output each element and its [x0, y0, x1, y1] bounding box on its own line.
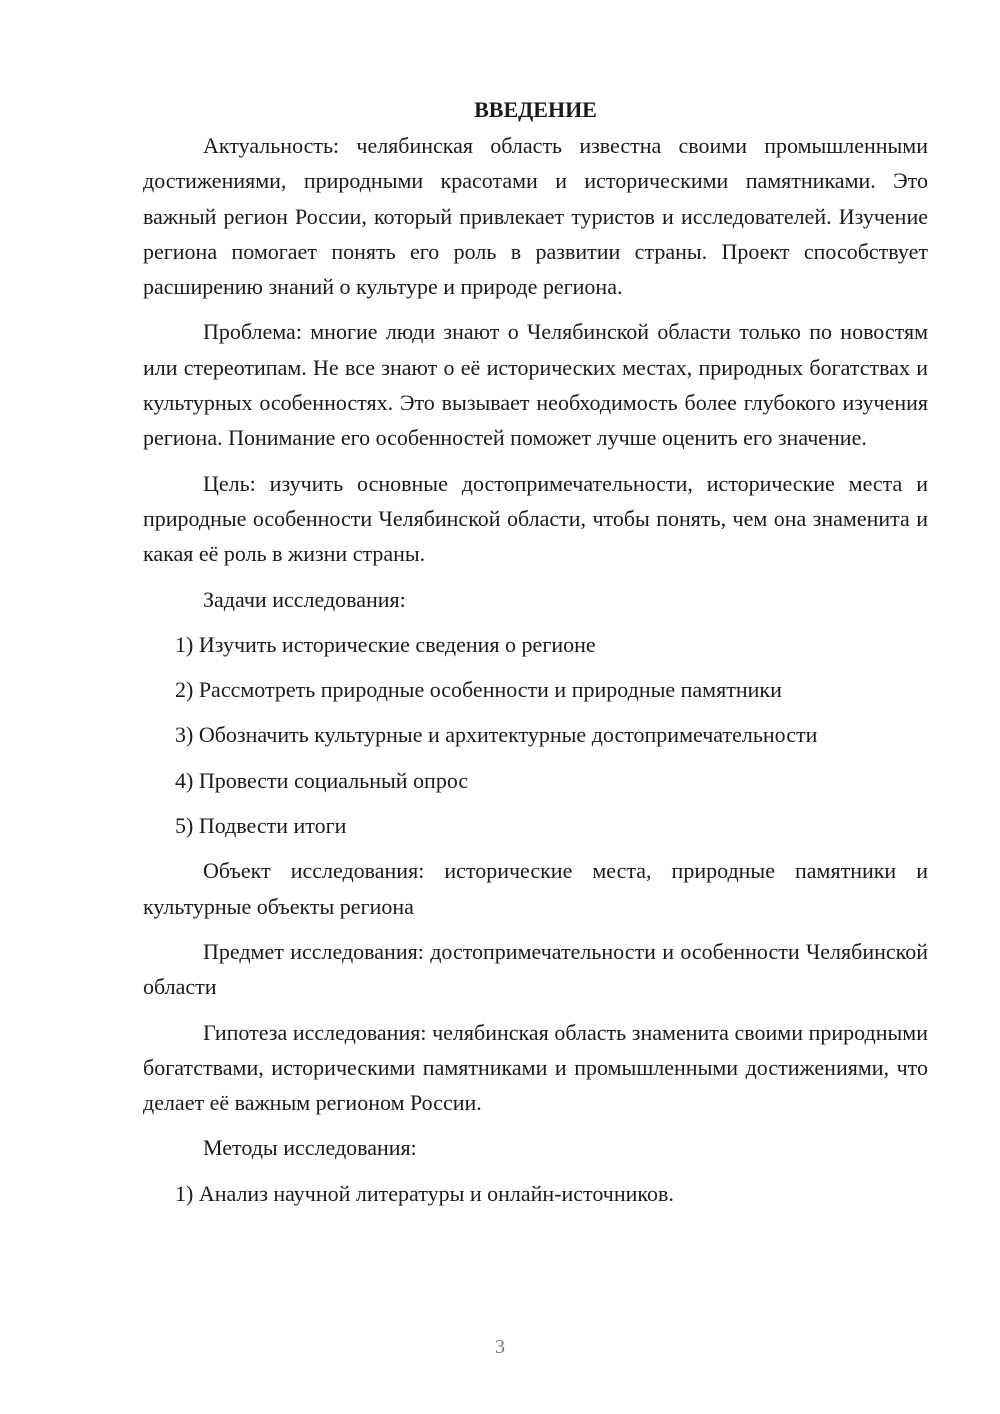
task-item: 5) Подвести итоги: [175, 813, 347, 839]
task-item: 2) Рассмотреть природные особенности и природные памятники: [175, 677, 782, 703]
goal-paragraph: Цель: изучить основные достопримечательности, исторические места и природные особенности Челябинской области, чтобы понять, чем она знаменита и какая её роль в жизни страны.: [143, 470, 928, 567]
page-title: ВВЕДЕНИЕ: [474, 97, 597, 122]
page-number: 3: [495, 1336, 505, 1358]
tasks-label: Задачи исследования:: [203, 586, 406, 612]
problem-paragraph: Проблема: многие люди знают о Челябинской области только по новостям или стереотипам. Не все знают о её исторических местах, природных богатствах и культурных особенностях. Это вызывает необходимость более глубокого изучения региона. Понимание его особенностей поможет лучше оценить его значение.: [143, 319, 928, 451]
task-item: 4) Провести социальный опрос: [175, 767, 469, 793]
task-item: 1) Изучить исторические сведения о регионе: [175, 631, 596, 657]
method-item: 1) Анализ научной литературы и онлайн-источников.: [175, 1180, 674, 1206]
task-item: 3) Обозначить культурные и архитектурные достопримечательности: [175, 722, 818, 748]
object-paragraph: Объект исследования: исторические места, природные памятники и культурные объекты региона: [143, 858, 928, 919]
document-page: [143, 94, 928, 1221]
relevance-paragraph: Актуальность: челябинская область известна своими промышленными достижениями, природными красотами и историческими памятниками. Это важный регион России, который привлекает туристов и исследователей. Изучение региона помогает понять его роль в развитии страны. Проект способствует расширению знаний о культуре и природе региона.: [143, 133, 928, 300]
hypothesis-paragraph: Гипотеза исследования: челябинская область знаменита своими природными богатствами, историческими памятниками и промышленными достижениями, что делает её важным регионом России.: [143, 1019, 928, 1116]
subject-paragraph: Предмет исследования: достопримечательности и особенности Челябинской области: [143, 938, 928, 1000]
methods-label: Методы исследования:: [203, 1135, 417, 1161]
